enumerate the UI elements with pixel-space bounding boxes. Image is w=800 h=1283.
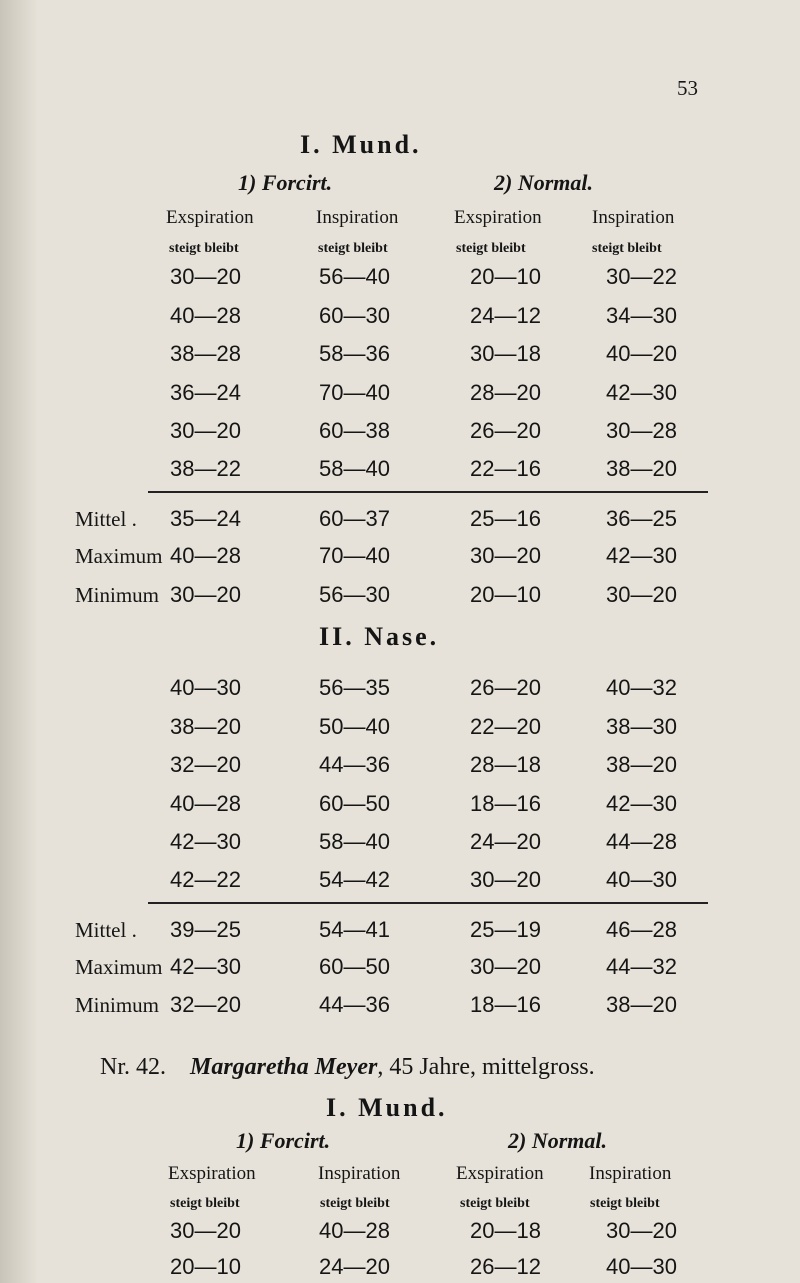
cell-exspiration-normal: 30—18	[470, 341, 541, 366]
cell-exspiration-normal: 28—20	[470, 380, 541, 405]
cell-inspiration-normal: 40—32	[606, 675, 677, 700]
section-title-mund: I. Mund.	[326, 1093, 448, 1122]
cell-inspiration-forcirt: 50—40	[319, 714, 390, 739]
cell-inspiration-normal: 40—30	[606, 1254, 677, 1279]
cell-exspiration-normal: 18—16	[470, 791, 541, 816]
row-label-minimum: Minimum	[75, 993, 160, 1017]
cell-exspiration-forcirt: 30—20	[170, 582, 241, 607]
cell-inspiration-normal: 40—20	[606, 341, 677, 366]
cell-inspiration-normal: 30—20	[606, 582, 677, 607]
subheader-steigt-bleibt: steigt bleibt	[169, 241, 239, 256]
cell-inspiration-forcirt: 60—50	[319, 791, 390, 816]
cell-inspiration-forcirt: 56—35	[319, 675, 390, 700]
row-label-mittel: Mittel .	[75, 507, 137, 531]
cell-exspiration-normal: 24—20	[470, 829, 541, 854]
subheader-steigt-bleibt: steigt bleibt	[460, 1196, 530, 1211]
cell-inspiration-normal: 38—20	[606, 456, 677, 481]
subtitle-forcirt: 1) Forcirt.	[236, 1128, 331, 1153]
cell-exspiration-normal: 22—16	[470, 456, 541, 481]
cell-inspiration-forcirt: 54—42	[319, 867, 390, 892]
row-label-mittel: Mittel .	[75, 918, 137, 942]
cell-exspiration-normal: 30—20	[470, 543, 541, 568]
cell-exspiration-forcirt: 42—22	[170, 867, 241, 892]
cell-inspiration-normal: 30—20	[606, 1218, 677, 1243]
cell-inspiration-normal: 44—28	[606, 829, 677, 854]
cell-exspiration-normal: 30—20	[470, 954, 541, 979]
cell-inspiration-normal: 38—30	[606, 714, 677, 739]
header-inspiration: Inspiration	[318, 1163, 401, 1184]
subtitle-forcirt: 1) Forcirt.	[238, 170, 333, 195]
cell-exspiration-normal: 25—16	[470, 506, 541, 531]
subheader-steigt-bleibt: steigt bleibt	[318, 241, 388, 256]
cell-inspiration-normal: 38—20	[606, 992, 677, 1017]
cell-exspiration-normal: 20—10	[470, 264, 541, 289]
row-label-maximum: Maximum	[75, 955, 163, 979]
cell-inspiration-normal: 36—25	[606, 506, 677, 531]
cell-exspiration-normal: 18—16	[470, 992, 541, 1017]
cell-inspiration-normal: 38—20	[606, 752, 677, 777]
subheader-steigt-bleibt: steigt bleibt	[592, 241, 662, 256]
cell-exspiration-forcirt: 35—24	[170, 506, 241, 531]
subject-heading	[100, 1054, 595, 1081]
cell-exspiration-normal: 26—20	[470, 675, 541, 700]
cell-inspiration-forcirt: 54—41	[319, 917, 390, 942]
cell-exspiration-forcirt: 39—25	[170, 917, 241, 942]
cell-exspiration-forcirt: 32—20	[170, 752, 241, 777]
cell-exspiration-forcirt: 40—28	[170, 791, 241, 816]
cell-inspiration-normal: 30—22	[606, 264, 677, 289]
cell-inspiration-normal: 42—30	[606, 791, 677, 816]
subheader-steigt-bleibt: steigt bleibt	[170, 1196, 240, 1211]
cell-exspiration-forcirt: 40—30	[170, 675, 241, 700]
cell-exspiration-normal: 22—20	[470, 714, 541, 739]
cell-inspiration-normal: 40—30	[606, 867, 677, 892]
cell-exspiration-normal: 20—18	[470, 1218, 541, 1243]
subtitle-normal: 2) Normal.	[508, 1128, 607, 1153]
cell-inspiration-forcirt: 58—40	[319, 456, 390, 481]
cell-inspiration-forcirt: 44—36	[319, 752, 390, 777]
cell-exspiration-forcirt: 30—20	[170, 1218, 241, 1243]
cell-inspiration-normal: 46—28	[606, 917, 677, 942]
divider-rule	[148, 902, 708, 904]
cell-inspiration-forcirt: 56—40	[319, 264, 390, 289]
cell-exspiration-normal: 20—10	[470, 582, 541, 607]
cell-exspiration-forcirt: 40—28	[170, 543, 241, 568]
case-number: Nr. 42.	[100, 1054, 166, 1080]
cell-exspiration-normal: 26—12	[470, 1254, 541, 1279]
cell-exspiration-forcirt: 42—30	[170, 954, 241, 979]
subject-name: Margaretha Meyer	[190, 1054, 378, 1080]
cell-exspiration-normal: 28—18	[470, 752, 541, 777]
header-inspiration: Inspiration	[592, 207, 675, 228]
section-title-nase: II. Nase.	[319, 622, 440, 651]
cell-exspiration-normal: 24—12	[470, 303, 541, 328]
subheader-steigt-bleibt: steigt bleibt	[320, 1196, 390, 1211]
subject-details: , 45 Jahre, mittelgross.	[377, 1054, 595, 1080]
cell-inspiration-normal: 34—30	[606, 303, 677, 328]
subheader-steigt-bleibt: steigt bleibt	[456, 241, 526, 256]
cell-inspiration-forcirt: 44—36	[319, 992, 390, 1017]
cell-exspiration-normal: 25—19	[470, 917, 541, 942]
cell-inspiration-forcirt: 56—30	[319, 582, 390, 607]
cell-exspiration-forcirt: 40—28	[170, 303, 241, 328]
cell-exspiration-normal: 30—20	[470, 867, 541, 892]
header-inspiration: Inspiration	[589, 1163, 672, 1184]
cell-exspiration-forcirt: 38—22	[170, 456, 241, 481]
cell-inspiration-forcirt: 70—40	[319, 543, 390, 568]
cell-exspiration-forcirt: 30—20	[170, 418, 241, 443]
cell-exspiration-forcirt: 38—20	[170, 714, 241, 739]
cell-inspiration-forcirt: 24—20	[319, 1254, 390, 1279]
cell-exspiration-forcirt: 38—28	[170, 341, 241, 366]
cell-exspiration-normal: 26—20	[470, 418, 541, 443]
page-edge-shadow	[0, 0, 38, 1283]
cell-exspiration-forcirt: 30—20	[170, 264, 241, 289]
header-inspiration: Inspiration	[316, 207, 399, 228]
header-exspiration: Exspiration	[456, 1163, 544, 1184]
page-number: 53	[677, 76, 698, 100]
divider-rule	[148, 491, 708, 493]
cell-inspiration-forcirt: 58—40	[319, 829, 390, 854]
cell-inspiration-forcirt: 58—36	[319, 341, 390, 366]
header-exspiration: Exspiration	[454, 207, 542, 228]
cell-inspiration-forcirt: 60—37	[319, 506, 390, 531]
cell-inspiration-forcirt: 60—30	[319, 303, 390, 328]
header-exspiration: Exspiration	[168, 1163, 256, 1184]
section-title-mund: I. Mund.	[300, 130, 422, 159]
header-exspiration: Exspiration	[166, 207, 254, 228]
cell-inspiration-forcirt: 70—40	[319, 380, 390, 405]
cell-exspiration-forcirt: 32—20	[170, 992, 241, 1017]
subheader-steigt-bleibt: steigt bleibt	[590, 1196, 660, 1211]
cell-inspiration-normal: 42—30	[606, 380, 677, 405]
cell-inspiration-normal: 30—28	[606, 418, 677, 443]
cell-inspiration-normal: 44—32	[606, 954, 677, 979]
row-label-minimum: Minimum	[75, 583, 160, 607]
cell-exspiration-forcirt: 42—30	[170, 829, 241, 854]
cell-inspiration-forcirt: 60—50	[319, 954, 390, 979]
cell-exspiration-forcirt: 36—24	[170, 380, 241, 405]
cell-inspiration-forcirt: 40—28	[319, 1218, 390, 1243]
cell-exspiration-forcirt: 20—10	[170, 1254, 241, 1279]
subtitle-normal: 2) Normal.	[494, 170, 593, 195]
cell-inspiration-forcirt: 60—38	[319, 418, 390, 443]
cell-inspiration-normal: 42—30	[606, 543, 677, 568]
row-label-maximum: Maximum	[75, 544, 163, 568]
